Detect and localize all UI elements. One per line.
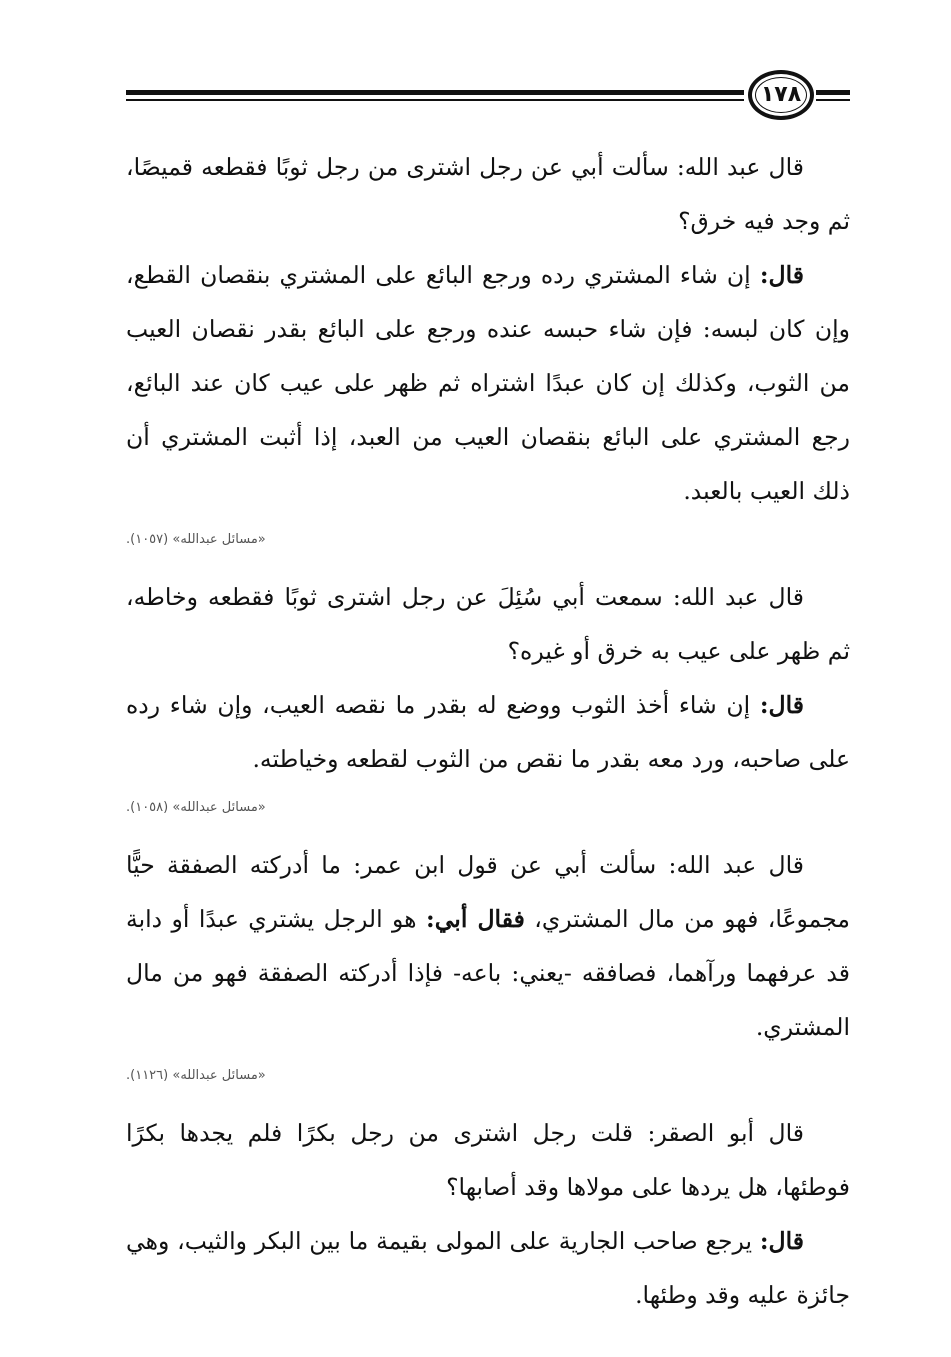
page-header bbox=[126, 70, 850, 126]
citation bbox=[126, 530, 850, 550]
page-number-badge bbox=[748, 70, 814, 120]
answer-paragraph bbox=[126, 248, 850, 518]
page-number: ١٧٨ bbox=[760, 82, 802, 107]
citation bbox=[126, 1066, 850, 1086]
question-paragraph bbox=[126, 1106, 850, 1214]
answer-paragraph bbox=[126, 1214, 850, 1322]
question-text-after: هو الرجل يشتري عبدًا أو دابة قد عرفهما ورآهما، فصافقه -يعني: باعه- فإذا أدركته الصفقة فهو من مال المشتري. bbox=[126, 905, 850, 1041]
citation-text: «مسائل عبدالله» (١١٢٦). bbox=[126, 1068, 266, 1083]
question-paragraph bbox=[126, 570, 850, 678]
header-rule-thick-right bbox=[816, 90, 850, 95]
page-body bbox=[126, 140, 850, 1322]
header-rule-thick-left bbox=[126, 90, 744, 95]
answer-text: يرجع صاحب الجارية على المولى بقيمة ما بين البكر والثيب، وهي جائزة عليه وقد وطئها. bbox=[126, 1227, 850, 1309]
answer-speaker: فقال أبي: bbox=[426, 905, 525, 933]
question-paragraph bbox=[126, 140, 850, 248]
answer-paragraph bbox=[126, 678, 850, 786]
question-paragraph bbox=[126, 838, 850, 1054]
answer-speaker: قال: bbox=[759, 261, 804, 289]
answer-text: إن شاء أخذ الثوب ووضع له بقدر ما نقصه العيب، وإن شاء رده على صاحبه، ورد معه بقدر ما نقص من الثوب لقطعه وخياطته. bbox=[126, 691, 850, 773]
header-rule-thin-right bbox=[816, 99, 850, 101]
citation-text: «مسائل عبدالله» (١٠٥٧). bbox=[126, 532, 266, 547]
citation bbox=[126, 798, 850, 818]
answer-speaker: قال: bbox=[759, 1227, 804, 1255]
question-text-before: قال عبد الله: سألت أبي عن قول ابن عمر: ما أدركته الصفقة حيًّا مجموعًا، فهو من مال المشتري، bbox=[126, 851, 850, 933]
question-text: قال أبو الصقر: قلت رجل اشترى من رجل بكرًا فلم يجدها بكرًا فوطئها، هل يردها على مولاها وقد أصابها؟ bbox=[126, 1119, 850, 1201]
question-text: قال عبد الله: سمعت أبي سُئِلَ عن رجل اشترى ثوبًا فقطعه وخاطه، ثم ظهر على عيب به خرق أو غيره؟ bbox=[126, 583, 850, 665]
citation-text: «مسائل عبدالله» (١٠٥٨). bbox=[126, 800, 266, 815]
question-text: قال عبد الله: سألت أبي عن رجل اشترى من رجل ثوبًا فقطعه قميصًا، ثم وجد فيه خرق؟ bbox=[126, 153, 850, 235]
header-rule-thin-left bbox=[126, 99, 744, 101]
answer-speaker: قال: bbox=[759, 691, 804, 719]
answer-text: إن شاء المشتري رده ورجع البائع على المشتري بنقصان القطع، وإن كان لبسه: فإن شاء حبسه عنده ورجع على البائع بقدر نقصان العيب من الثوب، وكذلك إن كان عبدًا اشتراه ثم ظهر على عيب كان عند البائع، رجع المشتري على البائع بنقصان العيب من العبد، إذا أثبت المشتري أن ذلك العيب بالعبد. bbox=[126, 261, 850, 505]
